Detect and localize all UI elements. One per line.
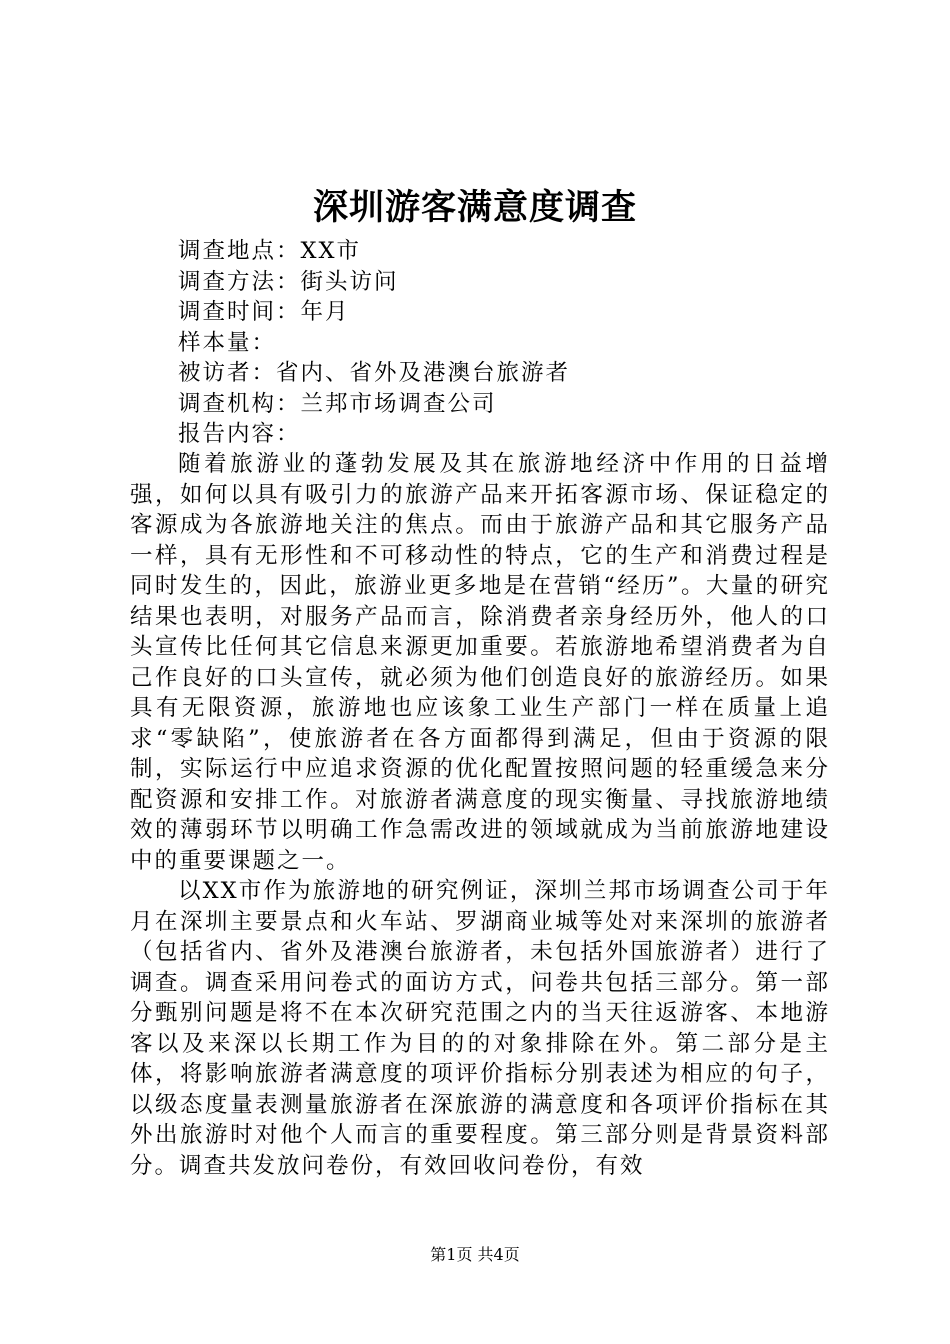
sample-size: 样本量：: [178, 329, 277, 356]
page-footer: 第1页 共4页: [430, 1245, 520, 1264]
document-title: 深圳游客满意度调查: [312, 187, 637, 228]
survey-time: 调查时间：年月: [178, 299, 350, 325]
paragraph-methodology: 以XX市作为旅游地的研究例证，深圳兰邦市场调查公司于年月在深圳主要景点和火车站、罗湖商业城等处对来深圳的旅游者（包括省内、省外及港澳台旅游者，未包括外国旅游者）进行了调查。调查采用问卷式的面访方式，问卷共包括三部分。第一部分甄别问题是将不在本次研究范围之内的当天往返游客、本地游客以及来深以长期工作为目的的对象排除在外。第二部分是主体，将影响旅游者满意度的项评价指标分别表述为相应的句子，以级态度量表测量旅游者在深旅游的满意度和各项评价指标在其外出旅游时对他个人而言的重要程度。第三部分则是背景资料部分。调查共发放问卷份，有效回收问卷份，有效: [130, 878, 830, 1179]
report-content-label: 报告内容：: [178, 421, 301, 447]
paragraph-background: 随着旅游业的蓬勃发展及其在旅游地经济中作用的日益增强，如何以具有吸引力的旅游产品来开拓客源市场、保证稳定的客源成为各旅游地关注的焦点。而由于旅游产品和其它服务产品一样，具有无形性和不可移动性的特点，它的生产和消费过程是同时发生的，因此，旅游业更多地是在营销“经历”。大量的研究结果也表明，对服务产品而言，除消费者亲身经历外，他人的口头宣传比任何其它信息来源更加重要。若旅游地希望消费者为自己作良好的口头宣传，就必须为他们创造良好的旅游经历。如果具有无限资源，旅游地也应该象工业生产部门一样在质量上追求“零缺陷”，使旅游者在各方面都得到满足，但由于资源的限制，实际运行中应追求资源的优化配置按照问题的轻重缓急来分配资源和安排工作。对旅游者满意度的现实衡量、寻找旅游地绩效的薄弱环节以明确工作急需改进的领域就成为当前旅游地建设中的重要课题之一。: [130, 451, 830, 874]
report-body: [130, 449, 830, 1181]
survey-method: 调查方法：街头访问: [178, 268, 399, 295]
survey-agency: 调查机构：兰邦市场调查公司: [178, 390, 497, 417]
respondents: 被访者：省内、省外及港澳台旅游者: [178, 360, 571, 386]
survey-location: 调查地点：XX市: [178, 238, 362, 264]
survey-info-block: [178, 236, 828, 450]
